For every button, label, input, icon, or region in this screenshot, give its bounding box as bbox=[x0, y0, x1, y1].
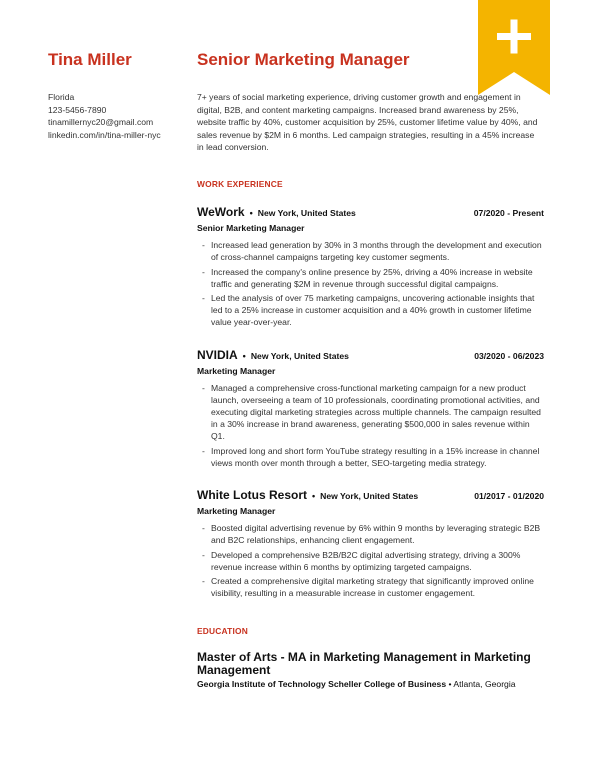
job-entry bbox=[197, 205, 544, 331]
section-heading-education: EDUCATION bbox=[197, 626, 248, 636]
school-name: Georgia Institute of Technology Scheller College of Business bbox=[197, 679, 447, 689]
company-name: WeWork bbox=[197, 205, 245, 219]
job-role: Marketing Manager bbox=[197, 366, 276, 376]
bullet-item: - Improved long and short form YouTube strategy resulting in a 15% increase in channel views month over month through a better, SEO-targeting media strategy. bbox=[197, 445, 544, 469]
contact-phone: 123-5456-7890 bbox=[48, 104, 107, 115]
job-location: New York, United States bbox=[257, 208, 356, 218]
bullet-item: - Created a comprehensive digital marketing strategy that significantly improved online visibility, resulting in a measurable increase in customer engagement. bbox=[197, 575, 544, 599]
job-title: Senior Marketing Manager bbox=[197, 50, 410, 69]
job-dates: 03/2020 - 06/2023 bbox=[474, 351, 544, 361]
company-name: White Lotus Resort bbox=[197, 488, 307, 502]
job-role: Senior Marketing Manager bbox=[197, 223, 305, 233]
job-entry bbox=[197, 348, 544, 471]
job-dates: 07/2020 - Present bbox=[473, 208, 544, 218]
bullet-item: - Managed a comprehensive cross-functional marketing campaign for a new product launch, overseeing a team of 10 professionals, coordinating promotional activities, and executing digital marketing strategies across multiple channels. The campaign resulted in a 30% increase in brand awareness, generating $500,000 in sales revenue within Q1. bbox=[197, 382, 544, 442]
job-header bbox=[197, 348, 544, 362]
job-bullets bbox=[197, 382, 544, 469]
job-role: Marketing Manager bbox=[197, 506, 276, 516]
separator-dot: • bbox=[312, 491, 316, 501]
school-line bbox=[197, 679, 547, 689]
candidate-name: Tina Miller bbox=[48, 50, 132, 69]
summary-paragraph: 7+ years of social marketing experience, driving customer growth and engagement in digital, B2B, and content marketing campaigns. Increased brand awareness by 25%, website traffic by 40%, customer acquisition by 25%, customer lifetime value by 40%, and sales revenue by $2M in 6 months. Led campaign strategies, resulting in a 45% increase in lead conversion. bbox=[197, 92, 538, 152]
job-header bbox=[197, 488, 544, 502]
school-location: Atlanta, Georgia bbox=[453, 679, 516, 689]
section-heading-work: WORK EXPERIENCE bbox=[197, 179, 283, 189]
job-location: New York, United States bbox=[250, 351, 349, 361]
job-location: New York, United States bbox=[320, 491, 419, 501]
contact-linkedin[interactable]: linkedin.com/in/tina-miller-nyc bbox=[48, 129, 161, 140]
job-bullets bbox=[197, 522, 544, 599]
company-name: NVIDIA bbox=[197, 348, 238, 362]
separator-dot: • bbox=[249, 208, 253, 218]
education-entry bbox=[197, 651, 547, 689]
separator-dot: • bbox=[448, 679, 454, 689]
contact-email[interactable]: tinamillernyc20@gmail.com bbox=[48, 117, 154, 127]
bullet-item: - Boosted digital advertising revenue by 6% within 9 months by leveraging strategic B2B and B2C relationships, enhancing client engagement. bbox=[197, 522, 544, 546]
job-header bbox=[197, 205, 544, 219]
contact-location: Florida bbox=[48, 92, 75, 102]
degree-title: Master of Arts - MA in Marketing Management in Marketing Management bbox=[197, 650, 531, 677]
contact-info bbox=[48, 91, 161, 141]
job-dates: 01/2017 - 01/2020 bbox=[474, 491, 544, 501]
job-bullets bbox=[197, 239, 544, 328]
bullet-item: - Increased lead generation by 30% in 3 months through the development and execution of cross-channel campaigns targeting key customer segments. bbox=[197, 239, 544, 263]
plus-bookmark-icon[interactable] bbox=[478, 0, 550, 95]
bullet-item: - Developed a comprehensive B2B/B2C digital advertising strategy, driving a 300% revenue increase within 6 months by optimizing targeted campaigns. bbox=[197, 549, 544, 573]
job-entry bbox=[197, 488, 544, 602]
bullet-item: - Increased the company's online presence by 25%, driving a 40% increase in website traffic and generating $2M in revenue through successful digital campaigns. bbox=[197, 266, 544, 290]
bullet-item: - Led the analysis of over 75 marketing campaigns, uncovering actionable insights that led to a 25% increase in customer acquisition and a 40% growth in customer lifetime value year-over-year. bbox=[197, 292, 544, 328]
separator-dot: • bbox=[242, 351, 246, 361]
